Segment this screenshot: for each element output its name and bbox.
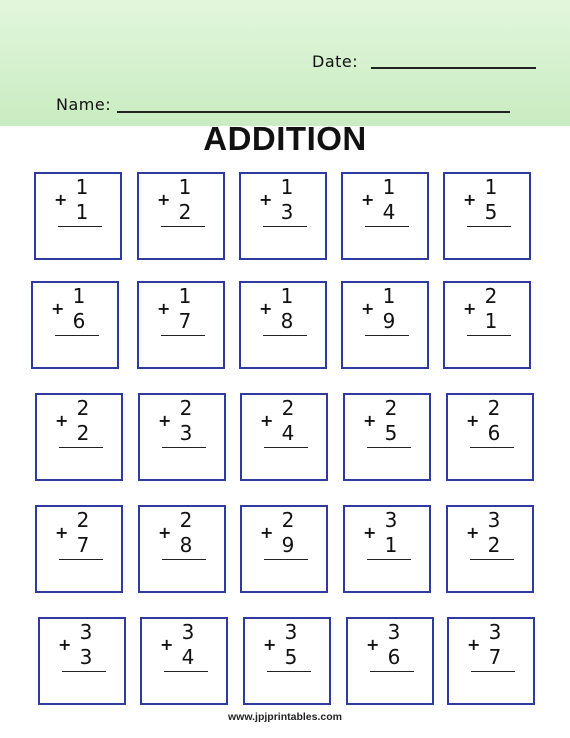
plus-sign: +	[158, 411, 172, 430]
addend-bottom: 1	[484, 309, 498, 333]
addend-bottom: 5	[384, 421, 398, 445]
plus-sign: +	[260, 411, 274, 430]
addend-top: 3	[181, 620, 195, 644]
plus-sign: +	[259, 190, 273, 209]
addend-top: 1	[484, 175, 498, 199]
problem-card[interactable]	[243, 617, 331, 705]
problem-card[interactable]	[240, 505, 328, 593]
addend-top: 1	[280, 284, 294, 308]
addend-bottom: 6	[387, 645, 401, 669]
answer-line[interactable]	[59, 447, 103, 448]
addend-top: 2	[484, 284, 498, 308]
answer-line[interactable]	[59, 559, 103, 560]
addend-bottom: 7	[488, 645, 502, 669]
plus-sign: +	[361, 190, 375, 209]
plus-sign: +	[160, 635, 174, 654]
answer-line[interactable]	[62, 671, 106, 672]
addend-bottom: 4	[181, 645, 195, 669]
plus-sign: +	[463, 299, 477, 318]
addend-bottom: 8	[280, 309, 294, 333]
plus-sign: +	[55, 411, 69, 430]
plus-sign: +	[463, 190, 477, 209]
addend-top: 2	[281, 396, 295, 420]
addend-bottom: 4	[281, 421, 295, 445]
problem-card[interactable]	[239, 281, 327, 369]
problem-card[interactable]	[137, 281, 225, 369]
answer-line[interactable]	[470, 447, 514, 448]
addend-bottom: 4	[382, 200, 396, 224]
problem-card[interactable]	[443, 281, 531, 369]
addend-top: 1	[382, 284, 396, 308]
plus-sign: +	[157, 190, 171, 209]
name-field[interactable]	[117, 111, 510, 113]
answer-line[interactable]	[467, 226, 511, 227]
addend-bottom: 2	[487, 533, 501, 557]
answer-line[interactable]	[58, 226, 102, 227]
plus-sign: +	[466, 411, 480, 430]
answer-line[interactable]	[264, 559, 308, 560]
answer-line[interactable]	[162, 559, 206, 560]
header-band	[0, 0, 570, 126]
addend-top: 2	[281, 508, 295, 532]
problem-card[interactable]	[343, 393, 431, 481]
addend-top: 3	[384, 508, 398, 532]
plus-sign: +	[361, 299, 375, 318]
problem-card[interactable]	[140, 617, 228, 705]
answer-line[interactable]	[267, 671, 311, 672]
plus-sign: +	[54, 190, 68, 209]
problem-card[interactable]	[346, 617, 434, 705]
problem-card[interactable]	[341, 281, 429, 369]
answer-line[interactable]	[370, 671, 414, 672]
plus-sign: +	[158, 523, 172, 542]
answer-line[interactable]	[55, 335, 99, 336]
problem-card[interactable]	[137, 172, 225, 260]
answer-line[interactable]	[263, 335, 307, 336]
addend-bottom: 5	[284, 645, 298, 669]
addend-top: 2	[76, 508, 90, 532]
date-label: Date:	[312, 52, 359, 71]
answer-line[interactable]	[263, 226, 307, 227]
answer-line[interactable]	[365, 226, 409, 227]
answer-line[interactable]	[471, 671, 515, 672]
plus-sign: +	[260, 523, 274, 542]
problem-card[interactable]	[341, 172, 429, 260]
addend-bottom: 7	[178, 309, 192, 333]
addend-top: 1	[280, 175, 294, 199]
addend-bottom: 9	[281, 533, 295, 557]
plus-sign: +	[51, 299, 65, 318]
problem-card[interactable]	[35, 393, 123, 481]
name-label: Name:	[56, 95, 112, 114]
problem-card[interactable]	[138, 393, 226, 481]
problem-card[interactable]	[38, 617, 126, 705]
answer-line[interactable]	[164, 671, 208, 672]
plus-sign: +	[259, 299, 273, 318]
plus-sign: +	[466, 523, 480, 542]
addend-top: 2	[179, 396, 193, 420]
addend-top: 3	[79, 620, 93, 644]
answer-line[interactable]	[264, 447, 308, 448]
addend-bottom: 1	[384, 533, 398, 557]
addend-bottom: 6	[487, 421, 501, 445]
addend-top: 3	[284, 620, 298, 644]
plus-sign: +	[363, 523, 377, 542]
addend-bottom: 2	[76, 421, 90, 445]
addend-top: 1	[178, 284, 192, 308]
problem-card[interactable]	[443, 172, 531, 260]
addend-top: 2	[179, 508, 193, 532]
addend-bottom: 3	[179, 421, 193, 445]
problem-card[interactable]	[138, 505, 226, 593]
answer-line[interactable]	[162, 447, 206, 448]
problem-card[interactable]	[34, 172, 122, 260]
plus-sign: +	[467, 635, 481, 654]
problem-card[interactable]	[447, 617, 535, 705]
problem-card[interactable]	[35, 505, 123, 593]
answer-line[interactable]	[470, 559, 514, 560]
addend-bottom: 1	[75, 200, 89, 224]
addend-top: 3	[487, 508, 501, 532]
addend-top: 1	[75, 175, 89, 199]
addend-top: 3	[387, 620, 401, 644]
addend-top: 2	[487, 396, 501, 420]
plus-sign: +	[157, 299, 171, 318]
addend-bottom: 2	[178, 200, 192, 224]
problem-card[interactable]	[446, 393, 534, 481]
plus-sign: +	[263, 635, 277, 654]
answer-line[interactable]	[161, 226, 205, 227]
addend-top: 1	[72, 284, 86, 308]
problem-card[interactable]	[446, 505, 534, 593]
problem-card[interactable]	[239, 172, 327, 260]
addend-bottom: 3	[280, 200, 294, 224]
date-field[interactable]	[371, 67, 536, 69]
answer-line[interactable]	[467, 335, 511, 336]
plus-sign: +	[55, 523, 69, 542]
plus-sign: +	[366, 635, 380, 654]
addend-top: 2	[384, 396, 398, 420]
addend-bottom: 5	[484, 200, 498, 224]
footer-website: www.jpjprintables.com	[228, 711, 342, 723]
page-title: ADDITION	[203, 120, 367, 157]
addend-bottom: 9	[382, 309, 396, 333]
addend-bottom: 6	[72, 309, 86, 333]
answer-line[interactable]	[161, 335, 205, 336]
addend-top: 1	[382, 175, 396, 199]
problem-card[interactable]	[31, 281, 119, 369]
addend-top: 1	[178, 175, 192, 199]
addend-bottom: 8	[179, 533, 193, 557]
answer-line[interactable]	[367, 447, 411, 448]
answer-line[interactable]	[367, 559, 411, 560]
problem-card[interactable]	[343, 505, 431, 593]
answer-line[interactable]	[365, 335, 409, 336]
addend-top: 3	[488, 620, 502, 644]
addend-top: 2	[76, 396, 90, 420]
problem-card[interactable]	[240, 393, 328, 481]
plus-sign: +	[363, 411, 377, 430]
addend-bottom: 3	[79, 645, 93, 669]
plus-sign: +	[58, 635, 72, 654]
addend-bottom: 7	[76, 533, 90, 557]
